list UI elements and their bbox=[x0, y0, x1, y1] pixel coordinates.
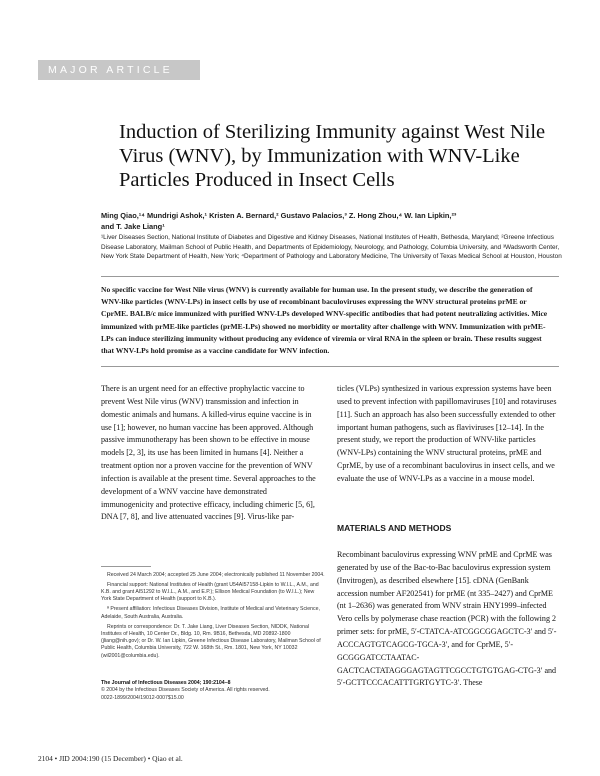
abstract: No specific vaccine for West Nile virus (WNV) is currently available for human use. In the present study, we describe the generation of WNV-like particles (WNV-LPs) in insect cells by use of recombinant baculoviruses expressing the WNV structural proteins prME or CprME. BALB/c mice immunized with purified WNV-LPs developed WNV-specific antibodies that had potent neutralizing activities. Mice immunized with prME-like particles (prME-LPs) showed no morbidity or mortality after challenge with WNV. Immunization with prME-LPs can induce sterilizing immunity without producing any evidence of viremia or viral RNA in the spleen or brain. These results suggest that WNV-LPs hold promise as a vaccine candidate for WNV infection. bbox=[101, 285, 548, 356]
section-banner bbox=[38, 60, 200, 80]
body-paragraph: ticles (VLPs) synthesized in various expression systems have been used to prevent infection with papillomaviruses [10] and rotaviruses [11]. Such an approach has also been successfully extended to other important human pathogens, such as flaviviruses [12–14]. In the present study, we report the production of WNV-like particles (WNV-LPs) containing the WNV structural proteins, prME and CprME, by use of a recombinant baculovirus in insect cells, and we evaluate the use of WNV-LPs as a vaccine in a mouse model. bbox=[337, 384, 557, 483]
body-paragraph: There is an urgent need for an effective prophylactic vaccine to prevent West Nile virus (WNV) transmission and infection in domestic animals and humans. A killed-virus equine vaccine is in use [1]; however, no human vaccine has been approved. Although passive immunotherapy has been shown to be effective in mouse models [2, 3], its use has been limited in humans [4]. Neither a treatment option nor a proven vaccine for the prevention of WNV infection is available at the present time. Several approaches to the development of a WNV vaccine have demonstrated immunogenicity and protective efficacy, including chimeric [5, 6], DNA [7, 8], and live attenuated vaccines [9]. Virus-like par- bbox=[101, 384, 316, 522]
journal-copyright: © 2004 by the Infectious Diseases Society of America. All rights reserved. bbox=[101, 687, 270, 694]
footnote-reprints: Reprints or correspondence: Dr. T. Jake Liang, Liver Diseases Section, NIDDK, National Institutes of Health, 10 Center Dr., Bldg. 10, Rm. 9B16, Bethesda, MD 20892-1800 (jliang@nih.gov); or Dr. W. Ian Lipkin, Greene Infectious Disease Laboratory, Mailman School of Public Health, Columbia University, 722 W. 168th St., Rm. 1801, New York, NY 10032 (wil2001@columbia.edu). bbox=[101, 623, 321, 659]
footnote-received: Received 24 March 2004; accepted 25 June 2004; electronically published 11 November 2004. bbox=[107, 572, 325, 578]
body-paragraph: Recombinant baculovirus expressing WNV prME and CprME was generated by use of the Bac-to-Bac baculovirus expression system (Invitrogen), as described elsewhere [15]. cDNA (GenBank accession number AF202541) for prME (nt 335–2427) and CprME (nt 1–2636) was generated from WNV strain HNY1999–infected Vero cells by polymerase chase reaction (PCR) with the following 2 primer sets: for prME, 5′-CTATCA-ATCGGCGGAGCTC-3′ and 5′-ACCCAGTGTCAGCG-TGCA-3′, and for CprME, 5′-GCGGGATCCTAATAC-GACTCACTATAGGGAGTAGTTCGCCTGTGTGAG-CTG-3′ and 5′-GCTTCCCACATTTGRTGYTC-3′. These bbox=[337, 550, 557, 688]
page-footer: 2104 • JID 2004:190 (15 December) • Qiao et al. bbox=[38, 754, 183, 763]
journal-info bbox=[101, 680, 325, 702]
affiliations: ¹Liver Diseases Section, National Institute of Diabetes and Digestive and Kidney Diseases, National Institutes of Health, Bethesda, Maryland; ²Greene Infectious Disease Laboratory, Mailman School of Public Health, and Departments of Epidemiology, Neurology, and Pathology, Columbia University, and ³Wadsworth Center, New York State Department of Health, New York; ⁴Department of Pathology and Laboratory Medicine, The University of Texas Medical School at Houston, Houston bbox=[101, 234, 562, 261]
footnotes bbox=[101, 572, 325, 663]
section-heading: MATERIALS AND METHODS bbox=[337, 523, 452, 533]
author-line: and T. Jake Liang¹ bbox=[101, 222, 165, 231]
section-label: MAJOR ARTICLE bbox=[48, 64, 173, 76]
footnote-divider bbox=[101, 566, 151, 567]
footnote-affiliation: ª Present affiliation: Infectious Diseases Division, Institute of Medical and Veterinary Science, Adelaide, South Australia, Australia. bbox=[101, 606, 320, 620]
methods-column bbox=[337, 549, 559, 690]
article-title: Induction of Sterilizing Immunity against West Nile Virus (WNV), by Immunization with WNV-Like Particles Produced in Insect Cells bbox=[119, 121, 546, 191]
divider bbox=[101, 366, 559, 367]
intro-left-column bbox=[101, 383, 321, 524]
author-line: Ming Qiao,¹⁴ Mundrigi Ashok,¹ Kristen A. Bernard,² Gustavo Palacios,³ Z. Hong Zhou,⁴ W. Ian Lipkin,²³ bbox=[101, 211, 457, 220]
divider bbox=[101, 276, 559, 277]
journal-citation: The Journal of Infectious Diseases 2004; 190:2104–8 bbox=[101, 680, 231, 686]
author-list bbox=[101, 210, 561, 232]
journal-issn: 0022-1899/2004/19012-0007$15.00 bbox=[101, 694, 184, 701]
footnote-financial: Financial support: National Institutes of Health (grant U54AI57158-Lipkin to W.I.L., A.M., and K.B. and grant AI51292 to W.I.L., A.M., and E.P.); Ellison Medical Foundation (to W.I.L.); New York State Department of Health (support to K.B.). bbox=[101, 581, 319, 603]
intro-right-column bbox=[337, 383, 559, 486]
